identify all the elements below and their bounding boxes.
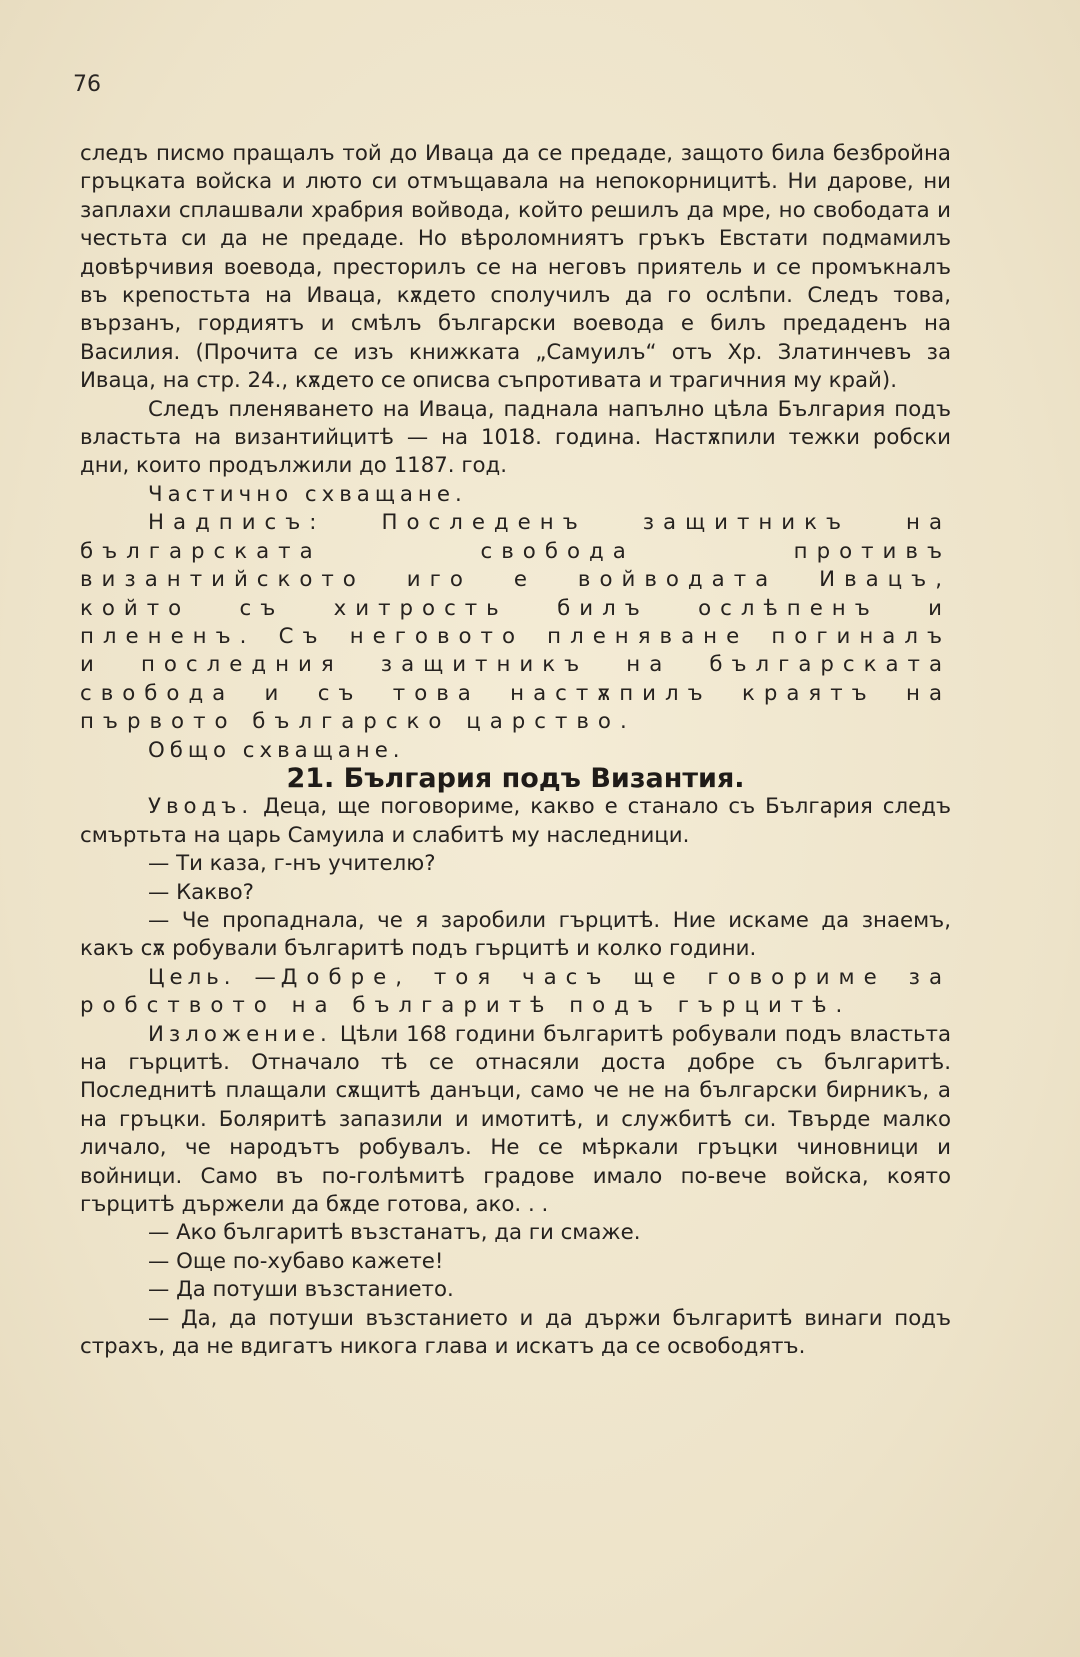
exposition-paragraph: [80, 1021, 951, 1220]
dialog-line: — Още по-хубаво кажете!: [148, 1248, 444, 1274]
exposition-text: Цѣли 168 години българитѣ робували подъ властьта на гърцитѣ. Отначало тѣ се отнасяли доста добре съ българитѣ. Последнитѣ плащали сѫщитѣ данъци, само че не на български бирникъ, а на гръцки. Боляритѣ запазили и имотитѣ, и службитѣ си. Твърде малко личало, че народътъ робувалъ. Не се мѣркали гръцки чиновници и войници. Само въ по-голѣмитѣ градове имало по-вече войска, която гърцитѣ държели да бѫде готова, ако. . .: [80, 1021, 951, 1218]
goal-label: Цель. —: [148, 964, 281, 990]
inscription-label: Надписъ:: [148, 510, 326, 536]
section-heading: 21. България подъ Византия.: [286, 762, 745, 794]
dialog-line: — Какво?: [148, 879, 254, 905]
intro-label: Уводъ.: [148, 794, 254, 820]
general-summary-label: Общо схващане.: [148, 737, 405, 763]
page-number: 76: [73, 72, 101, 97]
dialog-line: — Че пропаднала, че я заробили гърцитѣ. Ние искаме да знаемъ, какъ сѫ робували българитѣ подъ гърцитѣ и колко години.: [80, 907, 951, 962]
inscription-text: Последенъ защитникъ на българската свобода противъ византийското иго е войводата Ивацъ, който съ хитрость билъ ослѣпенъ и плененъ. Съ неговото пленяване погиналъ и последния защитникъ на българската свобода и съ това настѫпилъ краятъ на първото българско царство.: [80, 510, 951, 735]
goal-paragraph: [80, 964, 951, 1021]
intro-paragraph: [80, 793, 951, 850]
dialog-line: — Ако българитѣ възстанатъ, да ги смаже.: [148, 1220, 641, 1246]
general-summary-paragraph: [80, 737, 951, 765]
paragraph: следъ писмо пращалъ той до Иваца да се предаде, защото била безбройна гръцката войска и люто си отмъщавала на непокорницитѣ. Ни дарове, ни заплахи сплашвали храбрия войвода, който решилъ да мре, но свободата и честьта си да не предаде. Но вѣроломниятъ гръкъ Евстати подмамилъ довѣрчивия воевода, престорилъ се на неговъ приятель и се промъкналъ въ крепостьта на Иваца, кѫдето сполучилъ да го ослѣпи. Следъ това, вързанъ, гордиятъ и смѣлъ български воевода е билъ предаденъ на Василия. (Прочита се изъ книжката „Самуилъ“ отъ Хр. Златинчевъ за Иваца, на стр. 24., кѫдето се описва съпротивата и трагичния му край).: [80, 141, 951, 394]
dialog-line: — Да, да потуши възстанието и да държи българитѣ винаги подъ страхъ, да не вдигатъ никога глава и искатъ да се освободятъ.: [80, 1305, 951, 1360]
partial-summary-label: Частично схващане.: [148, 481, 467, 507]
intro-text: Деца, ще поговориме, какво е станало съ България следъ смъртьта на царь Самуила и слабитѣ му наследници.: [80, 794, 951, 848]
goal-text: Добре, тоя часъ ще говориме за робството на българитѣ подъ гърцитѣ.: [80, 964, 952, 1019]
partial-summary-paragraph: [80, 481, 951, 509]
inscription-paragraph: [80, 509, 951, 736]
page-text: [80, 140, 951, 1361]
paragraph: Следъ пленяването на Иваца, паднала напълно цѣла България подъ властьта на византийцитѣ — на 1018. година. Настѫпили тежки робски дни, които продължили до 1187. год.: [80, 396, 951, 479]
exposition-label: Изложение.: [148, 1021, 332, 1047]
dialog-line: — Да потуши възстанието.: [148, 1277, 454, 1303]
dialog-line: — Ти каза, г-нъ учителю?: [148, 851, 436, 877]
